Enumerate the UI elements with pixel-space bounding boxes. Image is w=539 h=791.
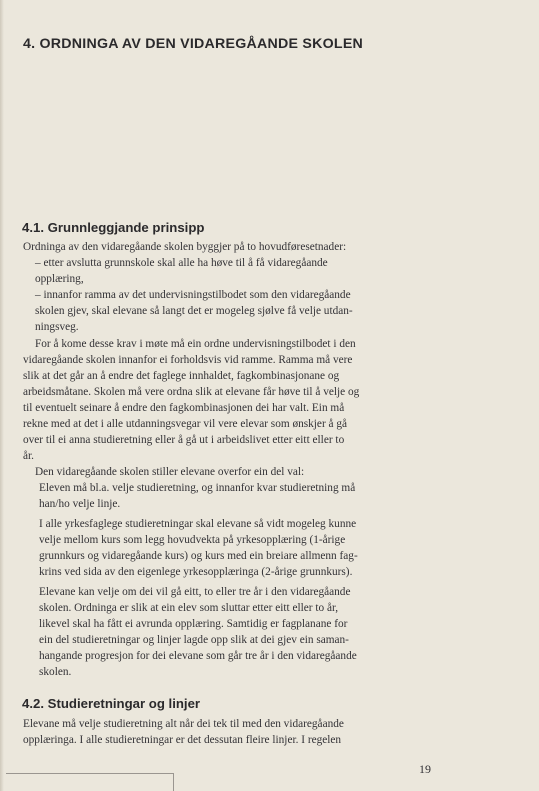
text-line: skolen. <box>39 666 72 679</box>
text-line: opplæring, <box>35 273 84 286</box>
text-line: slik at det går an å endre det faglege innhaldet, fagkombinasjonane og <box>23 369 340 382</box>
text-line: krins ved sida av den eigenlege yrkesopplæringa (2-årige grunnkurs). <box>39 566 353 579</box>
text-line: skolen. Ordninga er slik at ein elev som sluttar etter eitt eller to år, <box>39 602 339 615</box>
text-line: arbeidsmåtane. Skolen må vere ordna slik at elevane får høve til å velje og <box>23 385 360 398</box>
text-line: hangande progresjon for dei elevane som går tre år i den vidaregåande <box>39 650 357 663</box>
text-line: For å kome desse krav i møte må ein ordne undervisningstilbodet i den <box>35 337 356 350</box>
chapter-title: 4. ORDNINGA AV DEN VIDAREGÅANDE SKOLEN <box>23 36 364 52</box>
text-line: grunnkurs og vidaregåande kurs) og kurs med ein breiare allmenn fag- <box>39 550 358 563</box>
section-4-1-intro <box>23 239 421 480</box>
text-line: I alle yrkesfaglege studieretningar skal elevane så vidt mogeleg kunne <box>39 518 357 530</box>
page-number: 19 <box>419 762 431 776</box>
bottom-rule <box>6 773 174 774</box>
text-line: skolen gjev, skal elevane så langt det er mogeleg sjølve få velje utdan- <box>35 305 353 318</box>
bottom-tick <box>173 773 174 791</box>
text-line: vidaregåande skolen innanfor ei forholdsvis vid ramme. Ramma må vere <box>23 353 353 366</box>
text-line: Den vidaregåande skolen stiller elevane overfor ein del val: <box>35 466 305 479</box>
text-line: ein del studieretningar og linjer lagde opp slik at dei gjev ein saman- <box>39 634 349 647</box>
text-line: ningsveg. <box>35 321 79 334</box>
text-line: over til ei anna studieretning eller å gå ut i arbeidslivet etter eitt eller to <box>23 434 345 447</box>
text-line: Ordninga av den vidaregåande skolen byggjer på to hovudføresetnader: <box>23 241 347 253</box>
text-line: – etter avslutta grunnskole skal alle ha høve til å få vidaregåande <box>35 257 328 270</box>
choice-paragraph-study-line <box>23 480 421 512</box>
text-line: likevel skal ha fått ei avrunda opplæring. Samtidig er fagplanane for <box>39 618 348 631</box>
text-line: han/ho velje linje. <box>39 498 121 511</box>
section-4-2-body <box>23 716 421 748</box>
page-edge <box>0 0 4 791</box>
text-line: velje mellom kurs som legg hovudvekta på yrkesopplæring (1-årige <box>39 534 346 547</box>
choice-paragraph-vocational <box>23 516 421 580</box>
text-line: Elevane kan velje om dei vil gå eitt, to eller tre år i den vidaregåande <box>39 586 351 598</box>
text-line: Eleven må bl.a. velje studieretning, og innanfor kvar studieretning må <box>39 482 356 494</box>
choice-paragraph-duration <box>23 584 421 681</box>
text-line: Elevane må velje studieretning alt når dei tek til med den vidaregåande <box>23 718 344 730</box>
text-line: til eventuelt seinare å endre den fagkombinasjonen dei har valt. Ein må <box>23 401 345 414</box>
text-line: år. <box>23 450 34 463</box>
section-heading-4-2: 4.2. Studieretningar og linjer <box>22 696 201 711</box>
text-line: rekne med at det i alle utdanningsvegar vil vere elevar som ønskjer å gå <box>23 418 348 431</box>
text-line: – innanfor ramma av det undervisningstilbodet som den vidaregåande <box>35 289 351 302</box>
section-heading-4-1: 4.1. Grunnleggjande prinsipp <box>22 220 205 235</box>
text-line: opplæringa. I alle studieretningar er det dessutan fleire linjer. I regelen <box>23 734 342 747</box>
